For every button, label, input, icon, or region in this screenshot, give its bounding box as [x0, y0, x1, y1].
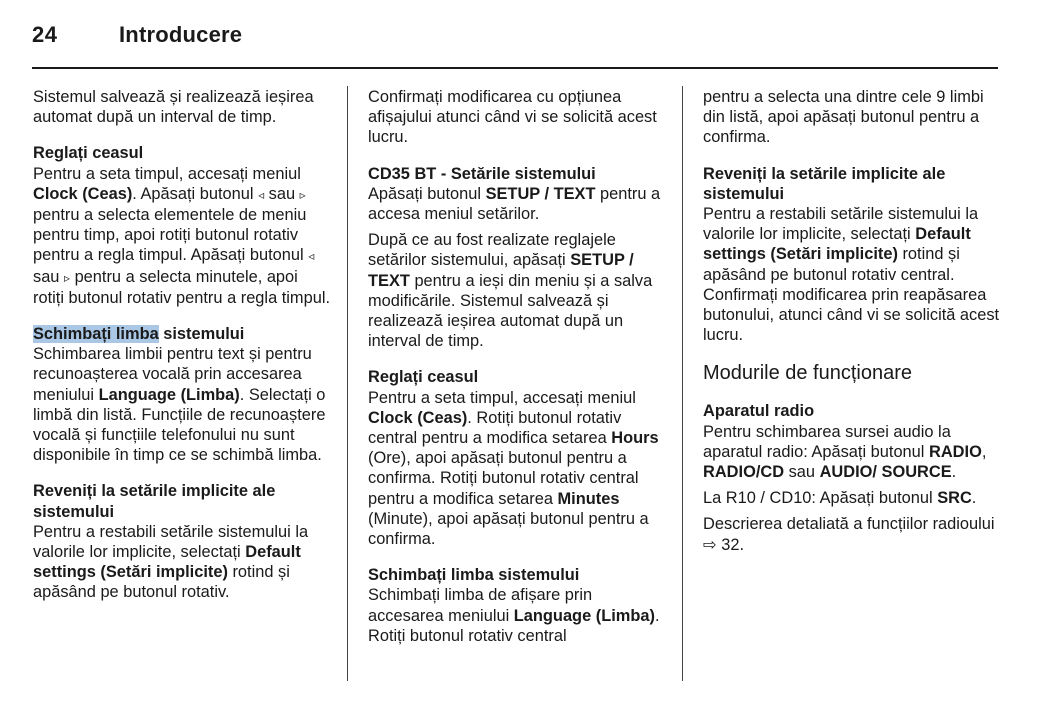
- right-arrow-icon: ▹: [299, 187, 306, 202]
- page-reference-arrow-icon[interactable]: ⇨: [703, 535, 717, 554]
- heading-operating-modes: Modurile de funcționare: [703, 362, 913, 385]
- column-3: [703, 87, 1003, 555]
- right-arrow-icon: ▹: [63, 270, 71, 285]
- column-divider-2: [682, 86, 683, 681]
- heading-cd35-settings: CD35 BT - Setările sistemului: [368, 164, 596, 183]
- default-settings-label: Default settings (Setări implicite): [33, 543, 301, 582]
- column-2: [368, 87, 668, 646]
- language-menu-label: Language (Limba): [513, 606, 655, 625]
- heading-change-language: Schimbați limba sistemului: [33, 325, 245, 344]
- cd35-paragraph: Apăsați butonul SETUP / TEXT pentru a accesa meniul setărilor.: [368, 184, 661, 224]
- page-title: Introducere: [119, 22, 243, 47]
- reset-paragraph: Pentru a restabili setările sistemului la valorile lor implicite, selectați Default settings (Setări implicite) rotind și apăsând pe butonul rotativ central. Confirmați modificarea prin reapăsarea butonului, atunci când vi se solicită acest lucru.: [703, 205, 1000, 345]
- src-button-label: SRC: [937, 489, 972, 508]
- description-paragraph: Descrierea detaliată a funcțiilor radioului ⇨ 32.: [703, 515, 995, 554]
- header-rule: [32, 67, 998, 69]
- column-divider-1: [347, 86, 348, 681]
- r10-paragraph: La R10 / CD10: Apăsați butonul SRC.: [703, 489, 977, 508]
- clock-paragraph: Pentru a seta timpul, accesați meniul Clock (Ceas). Apăsați butonul ◃ sau ▹ pentru a selecta elementele de meniu pentru timp, apoi rotiți butonul rotativ pentru a regla timpul. Apăsați butonul ◃ sau ▹ pentru a selecta minutele, apoi rotiți butonul rotativ pentru a regla timpul.: [33, 164, 331, 307]
- radio-cd-button-label: RADIO/CD: [703, 463, 785, 482]
- left-arrow-icon: ◃: [308, 249, 315, 264]
- minutes-label: Minutes: [557, 489, 620, 508]
- heading-set-clock: Reglați ceasul: [368, 368, 479, 387]
- language-paragraph: Schimbarea limbii pentru text și pentru recunoașterea vocală prin accesarea meniului Language (Limba). Selectați o limbă din listă. Funcțiile de recunoaștere vocală și funcțiile telefonului nu sunt disponibile în timp ce se schimbă limba.: [33, 345, 326, 465]
- setup-text-button-label: SETUP / TEXT: [368, 251, 634, 290]
- clock-menu-label: Clock (Ceas): [368, 408, 468, 427]
- clock-paragraph: Pentru a seta timpul, accesați meniul Clock (Ceas). Rotiți butonul rotativ central pentru a modifica setarea Hours (Ore), apoi apăsați butonul pentru a confirma. Rotiți butonul rotativ central pentru a modifica setarea Minutes (Minute), apoi apăsați butonul pentru a confirma.: [368, 388, 659, 549]
- radio-button-label: RADIO: [929, 442, 982, 461]
- hours-label: Hours: [611, 429, 659, 448]
- language-menu-label: Language (Limba): [98, 385, 240, 404]
- audio-source-button-label: AUDIO/ SOURCE: [819, 463, 952, 482]
- column-1: [33, 87, 333, 603]
- radio-paragraph: Pentru schimbarea sursei audio la aparatul radio: Apăsați butonul RADIO, RADIO/CD sau AUDIO/ SOURCE.: [703, 422, 987, 482]
- heading-radio: Aparatul radio: [703, 402, 815, 421]
- confirm-paragraph: Confirmați modificarea cu opțiunea afișajului atunci când vi se solicită acest lucru.: [368, 88, 657, 147]
- left-arrow-icon: ◃: [258, 187, 265, 202]
- clock-menu-label: Clock (Ceas): [33, 184, 133, 203]
- page-number: 24: [32, 22, 58, 47]
- heading-set-clock: Reglați ceasul: [33, 144, 144, 163]
- heading-change-language: Schimbați limba sistemului: [368, 566, 580, 585]
- default-settings-label: Default settings (Setări implicite): [703, 225, 971, 264]
- intro-paragraph: Sistemul salvează și realizează ieșirea automat după un interval de timp.: [33, 88, 314, 127]
- language-paragraph: Schimbați limba de afișare prin accesarea meniului Language (Limba). Rotiți butonul rotativ central: [368, 586, 660, 645]
- after-settings-paragraph: După ce au fost realizate reglajele setărilor sistemului, apăsați SETUP / TEXT pentru a ieși din meniu și a salva modificările. Sistemul salvează și realizează ieșirea automat după un interval de timp.: [368, 231, 653, 351]
- highlighted-text: Schimbați limba: [33, 325, 159, 344]
- heading-reset-defaults: Reveniți la setările implicite ale sistemului: [33, 482, 276, 521]
- reset-paragraph: Pentru a restabili setările sistemului la valorile lor implicite, selectați Default settings (Setări implicite) rotind și apăsând pe butonul rotativ.: [33, 522, 309, 602]
- heading-reset-defaults: Reveniți la setările implicite ale sistemului: [703, 164, 946, 203]
- language-continued-paragraph: pentru a selecta una dintre cele 9 limbi din listă, apoi apăsați butonul pentru a confirma.: [703, 88, 984, 147]
- setup-text-button-label: SETUP / TEXT: [485, 184, 596, 203]
